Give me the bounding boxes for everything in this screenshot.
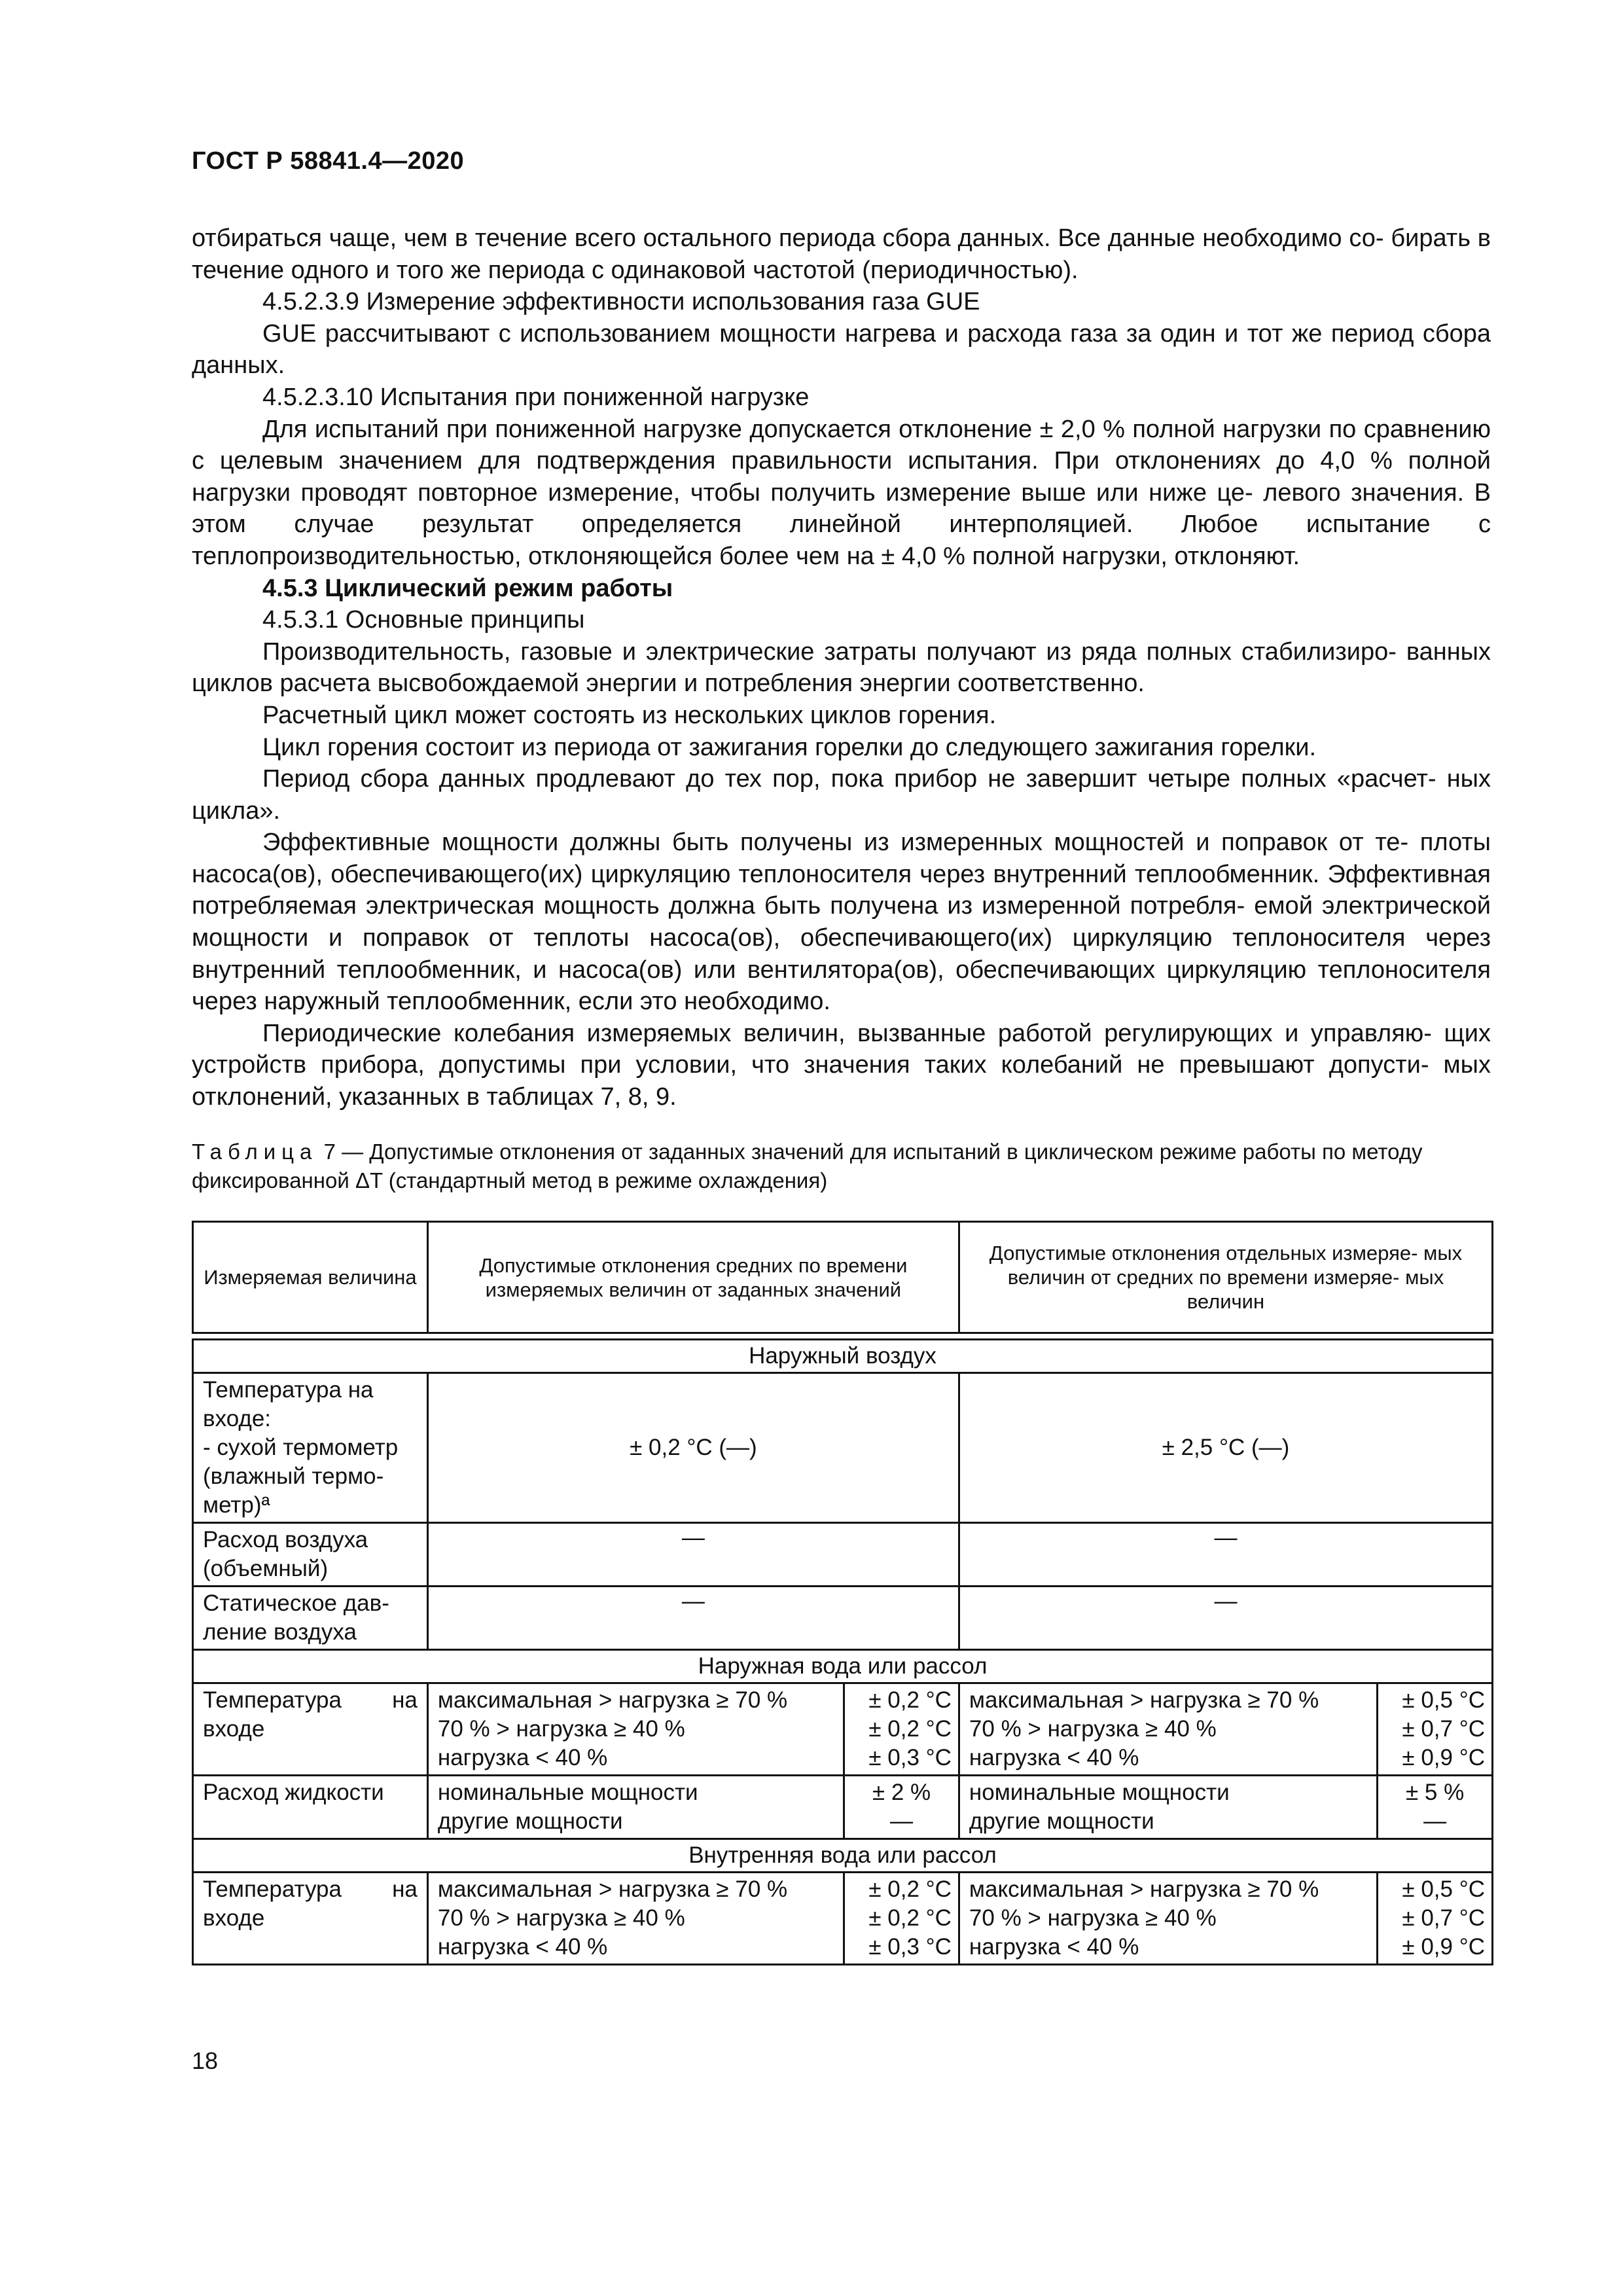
table-row [193, 1776, 1493, 1839]
table-header-gap [193, 1333, 1493, 1340]
section-row-indoor-water: Внутренняя вода или рассол [193, 1839, 1493, 1873]
single-deviation-values: ± 0,5 °C ± 0,7 °C ± 0,9 °C [1378, 1873, 1493, 1965]
mean-deviation-value: — [427, 1587, 959, 1650]
heading-4-5-2-3-10: 4.5.2.3.10 Испытания при пониженной нагрузке [262, 383, 810, 411]
table-caption-text: 7 — Допустимые отклонения от заданных значений для испытаний в циклическом режиме работы по методу фиксированной ΔT (стандартный метод в режиме охлаждения) [192, 1139, 1423, 1193]
load-conditions: максимальная > нагрузка ≥ 70 % 70 % > нагрузка ≥ 40 % нагрузка < 40 % [427, 1873, 844, 1965]
single-deviation-values: ± 5 % — [1378, 1776, 1493, 1839]
capacity-conditions: номинальные мощности другие мощности [427, 1776, 844, 1839]
mean-deviation-values: ± 2 % — [844, 1776, 959, 1839]
table-caption-label: Таблица [192, 1139, 318, 1164]
paragraph-gue: GUE рассчитывают с использованием мощности нагрева и расхода газа за один и тот же период сбора данных. [192, 319, 1491, 380]
paragraph-periodic-fluctuations: Периодические колебания измеряемых величин, вызванные работой регулирующих и управляю- щих устройств прибора, допустимы при условии, что значения таких колебаний не превышают допусти- мых отклонений, указанных в таблицах 7, 8, 9. [192, 1019, 1491, 1111]
param-air-flow: Расход воздуха (объемный) [193, 1523, 428, 1587]
table-row [193, 1587, 1493, 1650]
paragraph-reduced-load: Для испытаний при пониженной нагрузке допускается отклонение ± 2,0 % полной нагрузки по сравнению с целевым значением для подтверждения правильности испытания. При отклонениях до 4,0 % полной нагрузки проводят повторное измерение, чтобы получить измерение выше или ниже це- левого значения. В этом случае результат определяется линейной интерполяцией. Любое испытание с теплопроизводительностью, отклоняющейся более чем на ± 4,0 % полной нагрузки, отклоняют. [192, 415, 1491, 570]
param-inlet-temperature: Температура на входе: - сухой термометр (влажный термо- метр)ª [193, 1373, 428, 1523]
paragraph-burn-cycle: Цикл горения состоит из периода от зажигания горелки до следующего зажигания горелки. [262, 733, 1317, 761]
header-mean-deviation: Допустимые отклонения средних по времени измеряемых величин от заданных значений [427, 1222, 959, 1333]
capacity-conditions: номинальные мощности другие мощности [959, 1776, 1377, 1839]
heading-4-5-2-3-9: 4.5.2.3.9 Измерение эффективности использования газа GUE [262, 288, 980, 316]
table-row [193, 1523, 1493, 1587]
table-caption [192, 1138, 1491, 1195]
mean-deviation-values: ± 0,2 °C ± 0,2 °C ± 0,3 °C [844, 1873, 959, 1965]
single-deviation-value: — [959, 1587, 1492, 1650]
section-row-outdoor-air: Наружный воздух [193, 1340, 1493, 1373]
header-measured-quantity: Измеряемая величина [193, 1222, 428, 1333]
param-liquid-flow: Расход жидкости [193, 1776, 428, 1839]
load-conditions: максимальная > нагрузка ≥ 70 % 70 % > нагрузка ≥ 40 % нагрузка < 40 % [959, 1683, 1377, 1776]
paragraph-calc-cycle: Расчетный цикл может состоять из нескольких циклов горения. [262, 701, 997, 729]
table-row [193, 1683, 1493, 1776]
header-single-deviation: Допустимые отклонения отдельных измеряе- мых величин от средних по времени измеряе- мых величин [959, 1222, 1492, 1333]
body-text [192, 223, 1491, 1113]
param-static-pressure: Статическое дав- ление воздуха [193, 1587, 428, 1650]
paragraph-collection-period: Период сбора данных продлевают до тех пор, пока прибор не завершит четыре полных «расчет- ных цикла». [192, 765, 1491, 825]
single-deviation-value: ± 2,5 °C (—) [959, 1373, 1492, 1523]
mean-deviation-value: — [427, 1523, 959, 1587]
single-deviation-value: — [959, 1523, 1492, 1587]
param-indoor-water-temperature: Температура на входе [193, 1873, 428, 1965]
page-number: 18 [192, 2047, 219, 2074]
document-header: ГОСТ Р 58841.4—2020 [192, 147, 465, 175]
table-header-row [193, 1222, 1493, 1333]
load-conditions: максимальная > нагрузка ≥ 70 % 70 % > нагрузка ≥ 40 % нагрузка < 40 % [427, 1683, 844, 1776]
single-deviation-values: ± 0,5 °C ± 0,7 °C ± 0,9 °C [1378, 1683, 1493, 1776]
heading-4-5-3-1: 4.5.3.1 Основные принципы [262, 606, 585, 634]
paragraph-effective-power: Эффективные мощности должны быть получены из измеренных мощностей и поправок от те- плоты насоса(ов), обеспечивающего(их) циркуляцию теплоносителя через внутренний теплообменник. Эффективная потребляемая электрическая мощность должна быть получена из измеренной потребля- емой электрической мощности и поправок от теплоты насоса(ов), обеспечивающего(их) циркуляцию теплоносителя через внутренний теплообменник, и насоса(ов) или вентилятора(ов), обеспечивающих циркуляцию теплоносителя через наружный теплообменник, если это необходимо. [192, 829, 1491, 1016]
mean-deviation-values: ± 0,2 °C ± 0,2 °C ± 0,3 °C [844, 1683, 959, 1776]
deviations-table [192, 1221, 1493, 1965]
paragraph-continuation: отбираться чаще, чем в течение всего остального периода сбора данных. Все данные необходимо со- бирать в течение одного и того же периода с одинаковой частотой (периодичностью). [192, 224, 1491, 284]
paragraph-performance: Производительность, газовые и электрические затраты получают из ряда полных стабилизиро- ванных циклов расчета высвобождаемой энергии и потребления энергии соответственно. [192, 637, 1491, 698]
table-row [193, 1873, 1493, 1965]
param-outdoor-water-temperature: Температура на входе [193, 1683, 428, 1776]
mean-deviation-value: ± 0,2 °C (—) [427, 1373, 959, 1523]
section-row-outdoor-water: Наружная вода или рассол [193, 1650, 1493, 1683]
heading-4-5-3: 4.5.3 Циклический режим работы [262, 574, 673, 602]
load-conditions: максимальная > нагрузка ≥ 70 % 70 % > нагрузка ≥ 40 % нагрузка < 40 % [959, 1873, 1377, 1965]
table-row [193, 1373, 1493, 1523]
